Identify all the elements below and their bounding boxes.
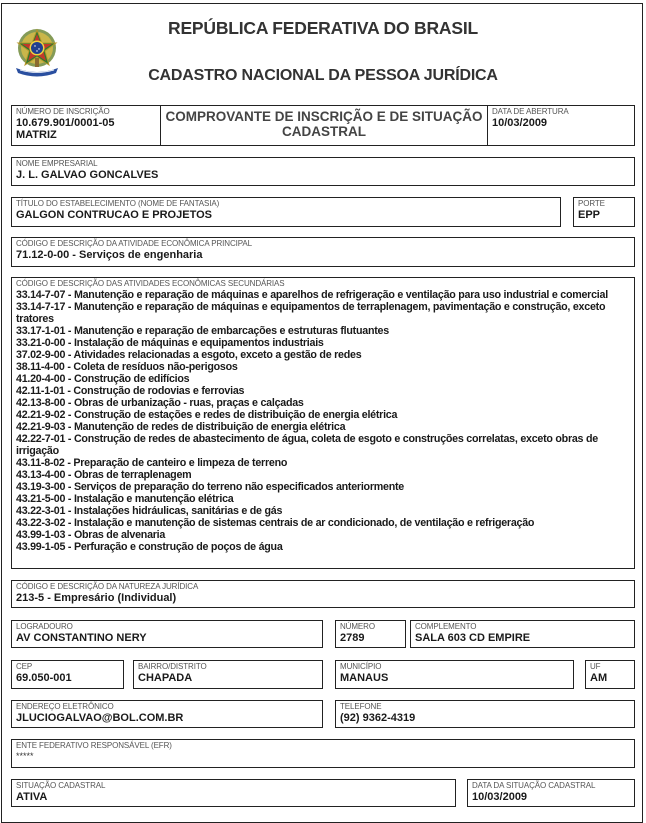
uf-label: UF: [590, 662, 601, 671]
atividade-secundaria-item: 37.02-9-00 - Atividades relacionadas a esgoto, exceto a gestão de redes: [16, 349, 362, 361]
numero-value: 2789: [340, 632, 365, 644]
uf-value: AM: [590, 672, 608, 684]
complemento-field: [410, 620, 635, 648]
logradouro-label: LOGRADOURO: [16, 622, 73, 631]
natureza-juridica-label: CÓDIGO E DESCRIÇÃO DA NATUREZA JURÍDICA: [16, 582, 199, 591]
natureza-juridica-field: [11, 580, 635, 608]
telefone-value: (92) 9362-4319: [340, 712, 416, 724]
bairro-label: BAIRRO/DISTRITO: [138, 662, 207, 671]
atividade-principal-label: CÓDIGO E DESCRIÇÃO DA ATIVIDADE ECONÔMICA PRINCIPAL: [16, 239, 252, 248]
atividade-secundaria-item: 43.13-4-00 - Obras de terraplenagem: [16, 469, 192, 481]
porte-value: EPP: [578, 209, 601, 221]
logradouro-value: AV CONSTANTINO NERY: [16, 632, 147, 644]
atividade-secundaria-item: 43.21-5-00 - Instalação e manutenção elétrica: [16, 493, 234, 505]
numero-field: [335, 620, 406, 648]
cep-field: [11, 660, 124, 689]
situacao-value: ATIVA: [16, 791, 48, 803]
nome-empresarial-label: NOME EMPRESARIAL: [16, 159, 98, 168]
atividade-secundaria-item: 43.22-3-01 - Instalações hidráulicas, sanitárias e de gás: [16, 505, 283, 517]
data-situacao-value: 10/03/2009: [472, 791, 528, 803]
natureza-juridica-value: 213-5 - Empresário (Individual): [16, 592, 177, 604]
atividade-secundaria-item: 41.20-4-00 - Construção de edifícios: [16, 373, 190, 385]
comprovante-title-box: [160, 105, 488, 146]
situacao-field: [11, 779, 456, 807]
municipio-value: MANAUS: [340, 672, 389, 684]
complemento-value: SALA 603 CD EMPIRE: [415, 632, 531, 644]
nome-empresarial-field: [11, 157, 635, 186]
atividade-secundaria-item: 42.13-8-00 - Obras de urbanização - ruas, praças e calçadas: [16, 397, 304, 409]
email-field: [11, 700, 323, 728]
inscricao-label: NÚMERO DE INSCRIÇÃO: [16, 107, 110, 116]
atividade-secundaria-item: 43.99-1-03 - Obras de alvenaria: [16, 529, 166, 541]
atividade-secundaria-item: 42.22-7-01 - Construção de redes de abastecimento de água, coleta de esgoto e construções correlatas, exceto obras de irrigação: [16, 433, 598, 457]
page-title: REPÚBLICA FEDERATIVA DO BRASIL: [168, 18, 478, 38]
atividade-secundaria-item: 43.11-8-02 - Preparação de canteiro e limpeza de terreno: [16, 457, 288, 469]
inscricao-field: [11, 105, 161, 146]
bairro-value: CHAPADA: [138, 672, 193, 684]
atividade-secundaria-item: 42.21-9-03 - Manutenção de redes de distribuição de energia elétrica: [16, 421, 346, 433]
atividade-principal-value: 71.12-0-00 - Serviços de engenharia: [16, 249, 203, 261]
situacao-label: SITUAÇÃO CADASTRAL: [16, 781, 106, 790]
efr-value: *****: [16, 751, 34, 761]
atividade-secundaria-item: 33.17-1-01 - Manutenção e reparação de embarcações e estruturas flutuantes: [16, 325, 389, 337]
porte-field: [573, 197, 635, 227]
abertura-field: [487, 105, 635, 146]
cnpj-value: 10.679.901/0001-05: [16, 117, 115, 129]
atividade-secundaria-item: 33.14-7-17 - Manutenção e reparação de máquinas e equipamentos de terraplenagem, pavimentação e construção, exceto tratores: [16, 301, 606, 325]
atividades-secundarias-field: [11, 277, 635, 569]
abertura-value: 10/03/2009: [492, 117, 548, 129]
email-value: JLUCIOGALVAO@BOL.COM.BR: [16, 712, 184, 724]
efr-label: ENTE FEDERATIVO RESPONSÁVEL (EFR): [16, 741, 172, 750]
telefone-label: TELEFONE: [340, 702, 382, 711]
tipo-value: MATRIZ: [16, 129, 57, 141]
comprovante-title: COMPROVANTE DE INSCRIÇÃO E DE SITUAÇÃO CADASTRAL: [165, 109, 483, 139]
titulo-estabelecimento-value: GALGON CONTRUCAO E PROJETOS: [16, 209, 212, 221]
atividade-secundaria-item: 43.22-3-02 - Instalação e manutenção de sistemas centrais de ar condicionado, de ventilação e refrigeração: [16, 517, 535, 529]
porte-label: PORTE: [578, 199, 605, 208]
data-situacao-label: DATA DA SITUAÇÃO CADASTRAL: [472, 781, 596, 790]
atividade-secundaria-item: 42.11-1-01 - Construção de rodovias e ferrovias: [16, 385, 245, 397]
numero-label: NÚMERO: [340, 622, 375, 631]
atividades-secundarias-label: CÓDIGO E DESCRIÇÃO DAS ATIVIDADES ECONÔMICAS SECUNDÁRIAS: [16, 279, 285, 288]
bairro-field: [133, 660, 323, 689]
cep-label: CEP: [16, 662, 33, 671]
atividade-secundaria-item: 42.21-9-02 - Construção de estações e redes de distribuição de energia elétrica: [16, 409, 398, 421]
abertura-label: DATA DE ABERTURA: [492, 107, 569, 116]
atividade-secundaria-item: 43.99-1-05 - Perfuração e construção de poços de água: [16, 541, 283, 553]
telefone-field: [335, 700, 635, 728]
municipio-field: [335, 660, 574, 689]
atividade-secundaria-item: 38.11-4-00 - Coleta de resíduos não-perigosos: [16, 361, 238, 373]
atividade-secundaria-item: 33.21-0-00 - Instalação de máquinas e equipamentos industriais: [16, 337, 324, 349]
efr-field: [11, 739, 635, 768]
complemento-label: COMPLEMENTO: [415, 622, 477, 631]
titulo-estabelecimento-label: TÍTULO DO ESTABELECIMENTO (NOME DE FANTASIA): [16, 199, 220, 208]
uf-field: [585, 660, 635, 689]
nome-empresarial-value: J. L. GALVAO GONCALVES: [16, 169, 159, 181]
atividade-secundaria-item: 43.19-3-00 - Serviços de preparação do terreno não especificados anteriormente: [16, 481, 404, 493]
cep-value: 69.050-001: [16, 672, 72, 684]
atividade-secundaria-item: 33.14-7-07 - Manutenção e reparação de máquinas e aparelhos de refrigeração e ventilação para uso industrial e comercial: [16, 289, 608, 301]
titulo-estabelecimento-field: [11, 197, 561, 227]
email-label: ENDEREÇO ELETRÔNICO: [16, 702, 114, 711]
municipio-label: MUNICÍPIO: [340, 662, 382, 671]
atividades-secundarias-list: [16, 289, 630, 553]
logradouro-field: [11, 620, 323, 648]
page-subtitle: CADASTRO NACIONAL DA PESSOA JURÍDICA: [148, 67, 498, 84]
data-situacao-field: [467, 779, 635, 807]
atividade-principal-field: [11, 237, 635, 267]
